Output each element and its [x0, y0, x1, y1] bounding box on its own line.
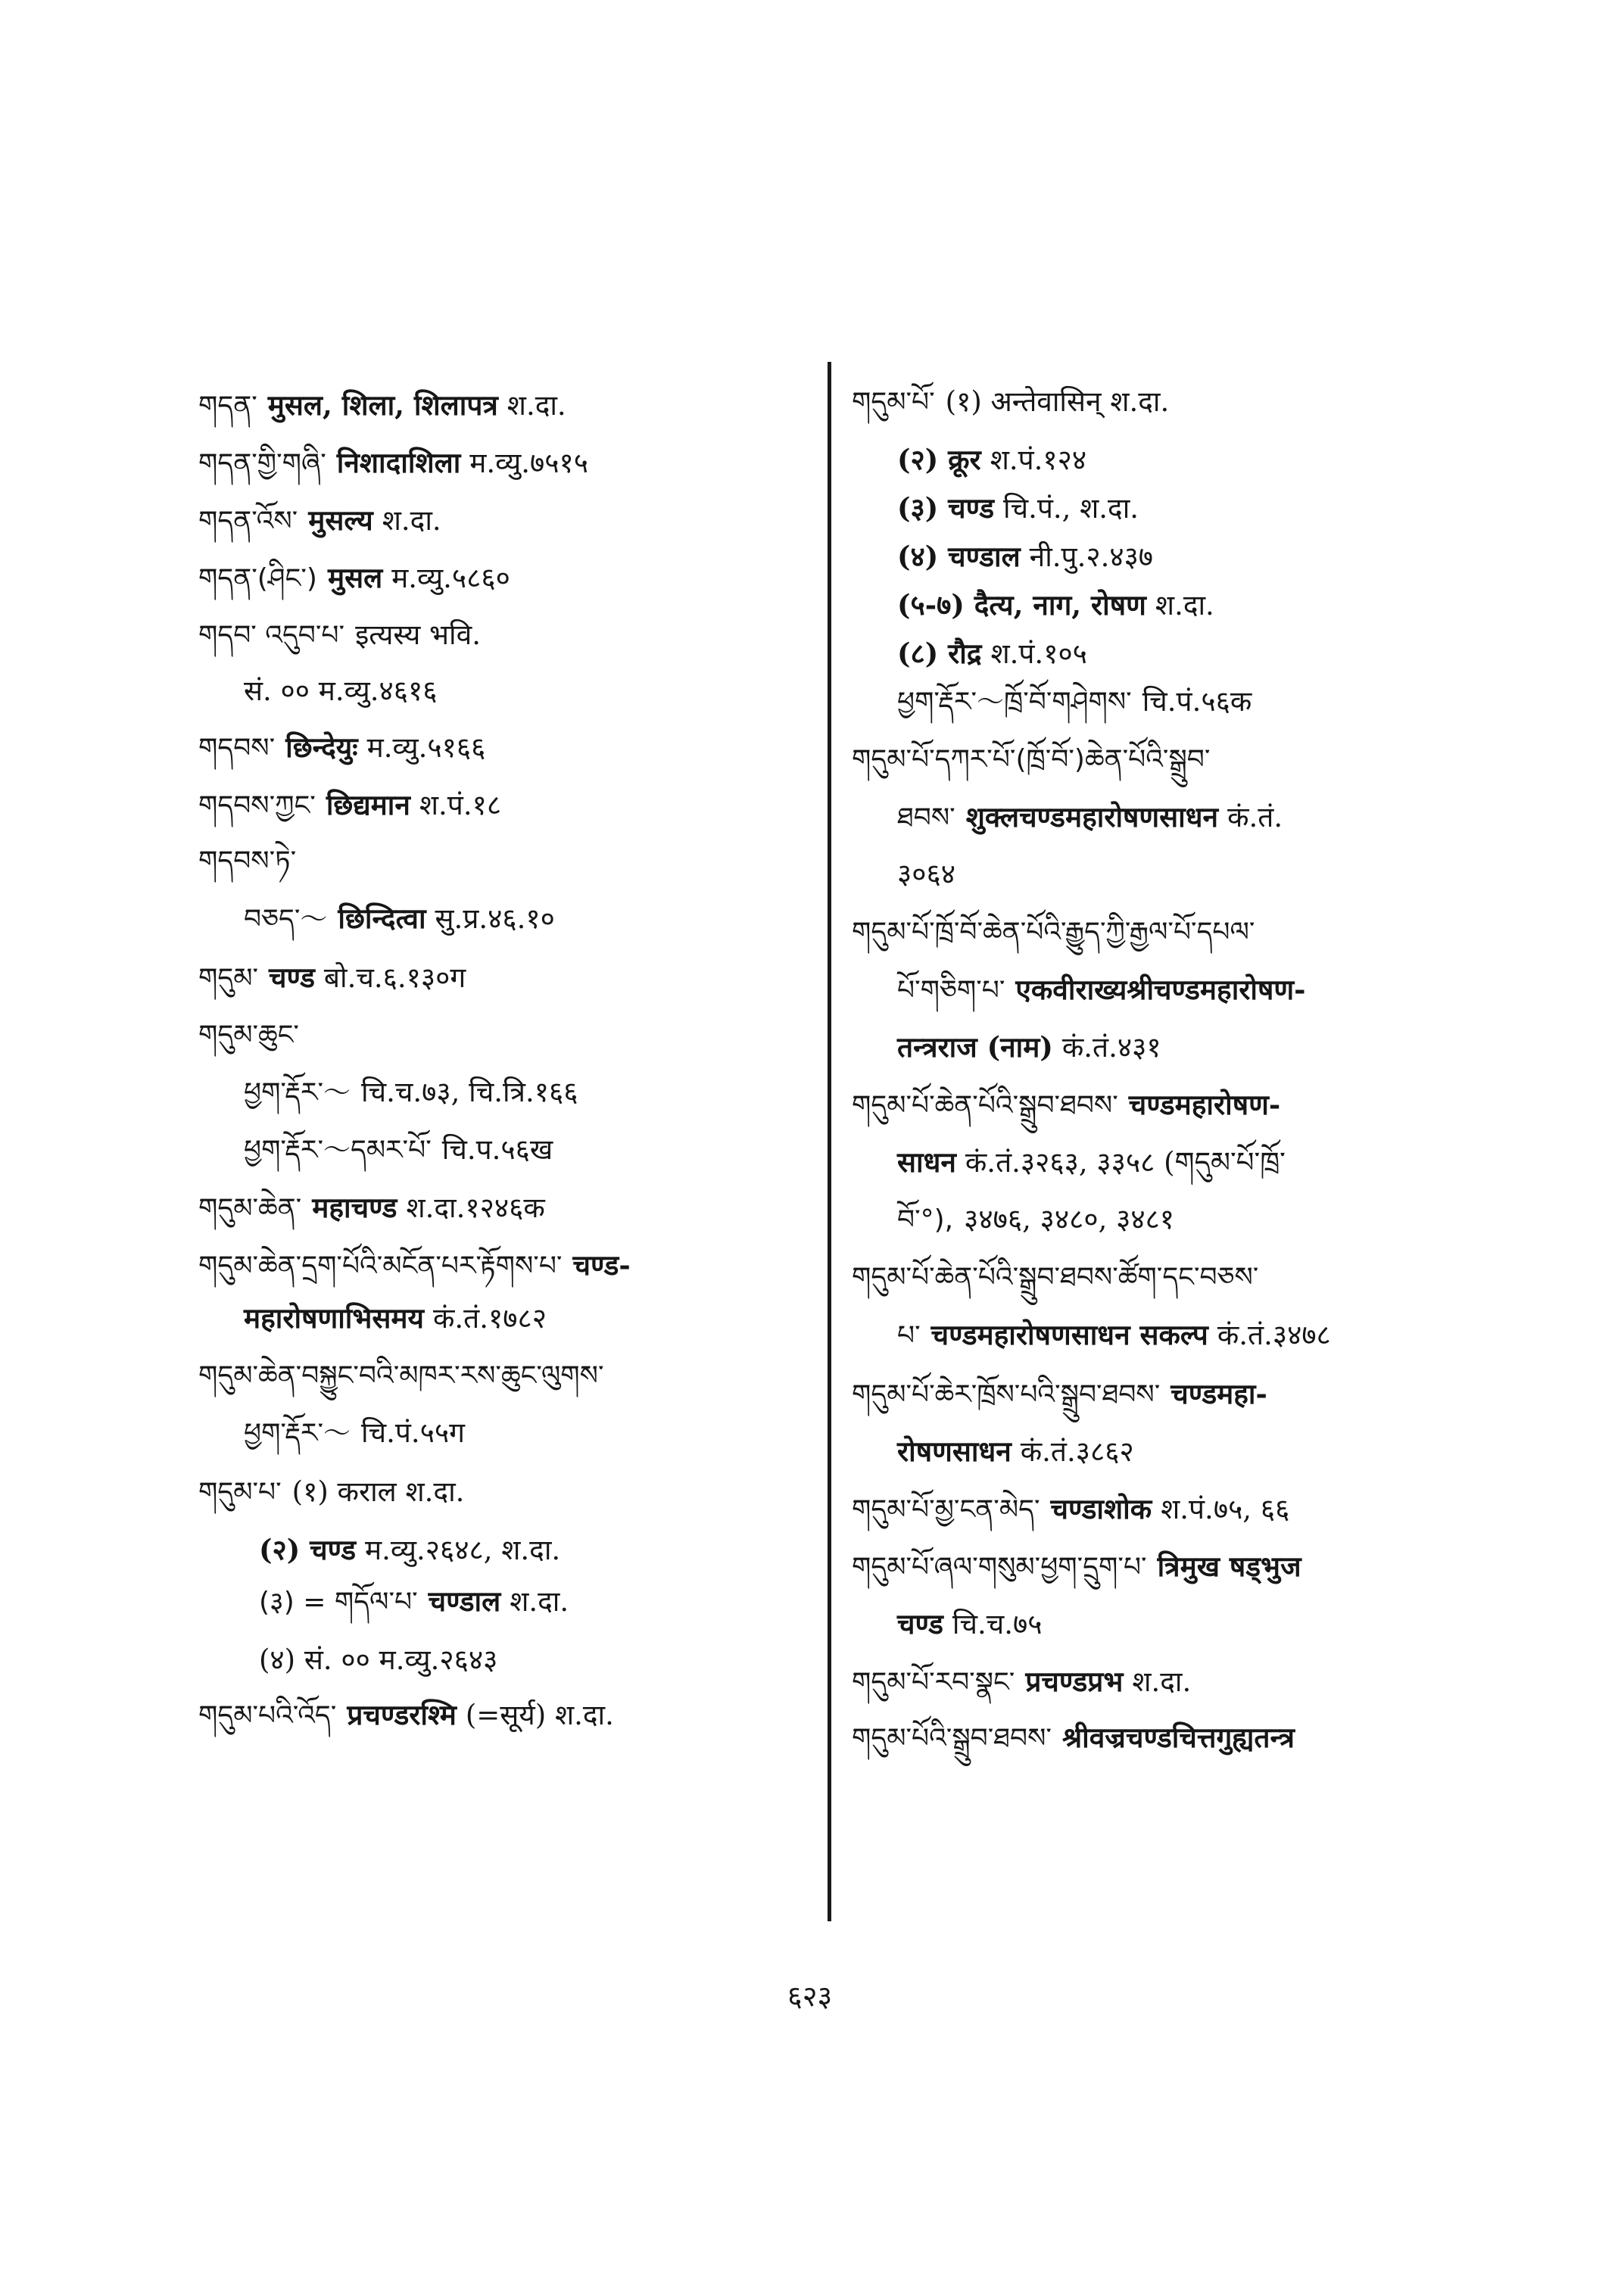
tibetan-headword: གདུམ་པོ་མྱ་ངན་མེད་ [852, 1494, 1040, 1525]
source-reference: श.पं.७५, ६६ [1161, 1493, 1290, 1525]
sanskrit-equivalent: (२) चण्ड [259, 1533, 356, 1566]
source-reference: बो.च.६.१३०ग [323, 961, 466, 994]
tibetan-headword: གདུམ་ཆེན་དྲག་པོའི་མངོན་པར་རྟོགས་པ་ [198, 1251, 563, 1282]
dictionary-entry-line [198, 386, 566, 424]
sanskrit-equivalent: चण्डाशोक [1050, 1492, 1152, 1525]
source-reference: इत्यस्य भवि. [355, 618, 481, 651]
source-reference: श.दा. [382, 504, 441, 537]
dictionary-entry-line [852, 1547, 1311, 1585]
sanskrit-equivalent: मुसल्य [308, 503, 373, 537]
tibetan-headword: གདབ་ འདུབ་པ་ [198, 620, 345, 651]
tibetan-headword: བོ་°), [897, 1204, 954, 1235]
source-reference: कं.तं.३४७८ [1217, 1319, 1331, 1351]
sanskrit-equivalent: तन्त्रराज (नाम) [897, 1030, 1053, 1064]
tibetan-headword: གདུམ་པོ་རབ་སྣང་ [852, 1667, 1015, 1698]
tibetan-headword: ཕྱག་རྡོར་～ [244, 1418, 351, 1449]
tibetan-headword: (३) = གདོལ་པ་ [259, 1587, 418, 1618]
source-reference: श.दा.१२४६क [406, 1192, 545, 1224]
dictionary-entry-line [897, 798, 1283, 836]
source-reference: चि.प.५६ख [441, 1133, 553, 1166]
source-reference: म.व्यु.५८६० [391, 562, 510, 594]
source-reference: चि.पं., श.दा. [1003, 492, 1139, 525]
tibetan-headword: གདུམ་པོ་ཞལ་གསུམ་ཕྱག་དྲུག་པ་ [852, 1552, 1147, 1583]
tibetan-headword: གདབས་ཀྱང་ [198, 790, 316, 821]
tibetan-headword: གདུམ་པོ་དཀར་པོ་(ཁྲོ་བོ་)ཆེན་པོའི་སྒྲུབ་ [852, 744, 1211, 775]
source-reference: नी.पु.२.४३७ [1029, 541, 1154, 573]
source-reference: म.व्यु.७५१५ [469, 447, 589, 479]
dictionary-entry-line [897, 489, 1139, 527]
source-reference: श.दा. [510, 1585, 569, 1618]
tibetan-headword: ཕྱག་རྡོར་～ [244, 1077, 351, 1108]
dictionary-entry-line [852, 1086, 1289, 1123]
dictionary-entry-line [198, 786, 501, 824]
tibetan-headword: གདུམ་པོ་ [852, 387, 935, 418]
dictionary-entry-line [852, 740, 1220, 778]
dictionary-entry-line [259, 1531, 560, 1569]
source-reference: कं.तं.३२६३, ३३५८ (གདུམ་པོ་ཁྲོ་ [965, 1146, 1286, 1179]
tibetan-headword: གདན་འོས་ [198, 506, 298, 537]
source-reference: (=सूर्य) श.दा. [465, 1699, 614, 1731]
source-reference: म.व्यु.२६४८, श.दा. [365, 1534, 561, 1566]
tibetan-headword: གདན་གྱི་གཞི་ [198, 448, 326, 479]
sanskrit-equivalent: चण्ड- [572, 1248, 631, 1282]
tibetan-headword: གདུམ་པོ་ཆེར་ཁྲོས་པའི་སྒྲུབ་ཐབས་ [852, 1379, 1161, 1410]
dictionary-entry-line [852, 1718, 1304, 1756]
dictionary-entry-line [852, 1662, 1191, 1700]
dictionary-entry-line [198, 842, 307, 880]
dictionary-entry-line [897, 537, 1153, 575]
sanskrit-equivalent: रोषणसाधन [897, 1435, 1011, 1468]
source-reference: सं. ०० म.व्यु.४६१६ [244, 675, 438, 707]
source-reference: (१) अन्तेवासिन् श.दा. [945, 385, 1170, 418]
tibetan-headword: གདུམ་ཆེན་ [198, 1193, 302, 1224]
source-reference: ३४७६, ३४८०, ३४८१ [964, 1203, 1175, 1235]
dictionary-entry-line [852, 1375, 1276, 1413]
source-reference: श.पं.१२४ [990, 444, 1087, 476]
dictionary-entry-line [259, 1641, 497, 1679]
source-reference: (१) कराल श.दा. [291, 1475, 465, 1508]
dictionary-entry-line [244, 899, 555, 937]
source-reference: (४) सं. ०० म.व्यु.२६४३ [259, 1643, 498, 1676]
sanskrit-equivalent: चण्ड [269, 961, 315, 994]
dictionary-entry-line [198, 1473, 464, 1511]
sanskrit-equivalent: (८) रौद्र [897, 637, 982, 670]
sanskrit-equivalent: मुसल, शिला, शिलापत्र [267, 388, 498, 422]
sanskrit-equivalent: मुसल [327, 561, 383, 594]
sanskrit-equivalent: एकवीराख्यश्रीचण्डमहारोषण- [1015, 973, 1306, 1006]
source-reference: कं.तं.३८६२ [1020, 1435, 1134, 1468]
dictionary-entry-line [198, 559, 510, 597]
source-reference: सु.प्र.४६.१० [435, 902, 555, 935]
dictionary-entry-line [852, 383, 1169, 421]
dictionary-entry-line [897, 1432, 1134, 1470]
dictionary-entry-line [897, 970, 1314, 1008]
sanskrit-equivalent: महारोषणाभिसमय [244, 1301, 424, 1335]
sanskrit-equivalent: (३) चण्ड [897, 491, 994, 525]
dictionary-entry-line [897, 1201, 1174, 1238]
sanskrit-equivalent: (४) चण्डाल [897, 540, 1021, 573]
sanskrit-equivalent: छिद्यमान [326, 788, 410, 821]
sanskrit-equivalent: छिन्दित्वा [338, 902, 426, 935]
dictionary-entry-line [852, 1258, 1269, 1296]
sanskrit-equivalent: प्रचण्डरश्मि [347, 1698, 457, 1731]
sanskrit-equivalent: साधन [897, 1145, 956, 1179]
dictionary-entry-line [897, 1143, 1286, 1181]
tibetan-headword: གདུམ་པོའི་སྒྲུབ་ཐབས་ [852, 1723, 1052, 1754]
dictionary-entry-line [244, 1073, 578, 1111]
tibetan-headword: བཅད་～ [244, 904, 328, 935]
dictionary-entry-line [852, 913, 1265, 951]
source-reference: श.पं.१८ [419, 789, 502, 821]
tibetan-headword: གདན་(ཤིང་) [198, 563, 317, 594]
source-reference: श.दा. [507, 389, 566, 422]
dictionary-entry-line [244, 1299, 547, 1337]
source-reference: श.दा. [1155, 589, 1214, 622]
dictionary-entry-line [198, 728, 485, 766]
sanskrit-equivalent: निशादाशिला [336, 446, 461, 479]
source-reference: चि.पं.५५ग [361, 1416, 465, 1449]
dictionary-entry-line [897, 586, 1214, 624]
source-reference: श.दा. [1132, 1665, 1192, 1698]
sanskrit-equivalent: चण्डमहारोषण- [1128, 1088, 1281, 1121]
sanskrit-equivalent: चण्डमहारोषणसाधन सकल्प [930, 1318, 1208, 1351]
sanskrit-equivalent: (५-७) दैत्य, नाग, रोषण [897, 588, 1146, 622]
sanskrit-equivalent: शुक्लचण्डमहारोषणसाधन [965, 800, 1219, 833]
dictionary-entry-line [198, 501, 441, 539]
dictionary-entry-line [244, 1131, 553, 1169]
tibetan-headword: ཕྱག་རྡོར་～ཁྲོ་བོ་གཤེགས་ [897, 687, 1132, 718]
source-reference: ३०६४ [897, 858, 955, 890]
sanskrit-equivalent: चण्डमहा- [1170, 1377, 1267, 1410]
sanskrit-equivalent: छिन्देयुः [285, 731, 358, 764]
tibetan-headword: གདུམ་པོ་ཆེན་པོའི་སྒྲུབ་ཐབས་ [852, 1090, 1118, 1121]
dictionary-entry-line [198, 1189, 545, 1226]
sanskrit-equivalent: त्रिमुख षड्भुज [1157, 1550, 1301, 1583]
dictionary-entry-line [897, 683, 1252, 721]
tibetan-headword: གདུམ་པའི་འོད་ [198, 1700, 337, 1731]
source-reference: कं.तं.४३१ [1061, 1031, 1161, 1064]
source-reference: कं.तं. [1227, 801, 1283, 833]
sanskrit-equivalent: महाचण्ड [312, 1191, 397, 1224]
source-reference: चि.च.७५ [952, 1608, 1043, 1640]
tibetan-headword: པོ་གཅིག་པ་ [897, 975, 1005, 1006]
source-reference: म.व्यु.५१६६ [366, 731, 486, 764]
dictionary-entry-line [244, 672, 438, 710]
tibetan-headword: གདབས་ [198, 733, 276, 764]
dictionary-entry-line [852, 1490, 1289, 1528]
tibetan-headword: གདུམ་པོ་ཆེན་པོའི་སྒྲུབ་ཐབས་ཚོག་དང་བཅས་ [852, 1262, 1259, 1293]
tibetan-headword: གདུམ་པ་ [198, 1477, 282, 1508]
dictionary-entry-line [259, 1582, 569, 1620]
source-reference: श.पं.१०५ [990, 637, 1087, 670]
tibetan-headword: ཐབས་ [897, 802, 955, 833]
source-reference: चि.च.७३, चि.त्रि.१६६ [361, 1076, 578, 1108]
tibetan-headword: གདབས་ཏེ་ [198, 846, 297, 877]
dictionary-entry-line [897, 1028, 1161, 1066]
dictionary-entry-line [897, 634, 1087, 672]
dictionary-entry-line [897, 441, 1086, 478]
dictionary-entry-line [244, 1414, 465, 1452]
tibetan-headword: གདུམ་ཆེན་བསྐྱུང་བའི་མཁར་རས་ཆུང་ལུགས་ [198, 1360, 604, 1391]
sanskrit-equivalent: चण्डाल [428, 1584, 501, 1618]
dictionary-entry-line [897, 1316, 1331, 1354]
tibetan-headword: གདུམ་ [198, 963, 259, 994]
dictionary-entry-line [897, 855, 955, 893]
tibetan-headword: པ་ [897, 1320, 921, 1351]
dictionary-entry-line [198, 616, 481, 654]
source-reference: चि.पं.५६क [1142, 685, 1252, 718]
tibetan-headword: གདུམ་པོ་ཁྲོ་བོ་ཆེན་པོའི་རྒྱུད་ཀྱི་རྒྱལ་པོ་དཔལ་ [852, 917, 1255, 948]
dictionary-entry-line [198, 1696, 614, 1734]
sanskrit-equivalent: श्रीवज्रचण्डचित्तगुह्यतन्त्र [1061, 1721, 1295, 1754]
dictionary-entry-line [897, 1605, 1042, 1643]
tibetan-headword: གདུམ་ཆུང་ [198, 1020, 299, 1051]
dictionary-entry-line [198, 444, 588, 481]
source-reference: कं.तं.१७८२ [432, 1302, 547, 1335]
sanskrit-equivalent: (२) क्रूर [897, 443, 981, 476]
sanskrit-equivalent: चण्ड [897, 1607, 943, 1640]
page-number: ६२३ [787, 1980, 833, 2013]
dictionary-entry-line [198, 1016, 310, 1054]
dictionary-entry-line [198, 1357, 615, 1394]
sanskrit-equivalent: प्रचण्डप्रभ [1025, 1665, 1124, 1698]
dictionary-entry-line [198, 1246, 640, 1284]
tibetan-headword: གདན་ [198, 391, 257, 422]
column-divider [828, 362, 831, 1921]
dictionary-entry-line [198, 958, 466, 996]
tibetan-headword: ཕྱག་རྡོར་～དམར་པོ་ [244, 1135, 432, 1166]
